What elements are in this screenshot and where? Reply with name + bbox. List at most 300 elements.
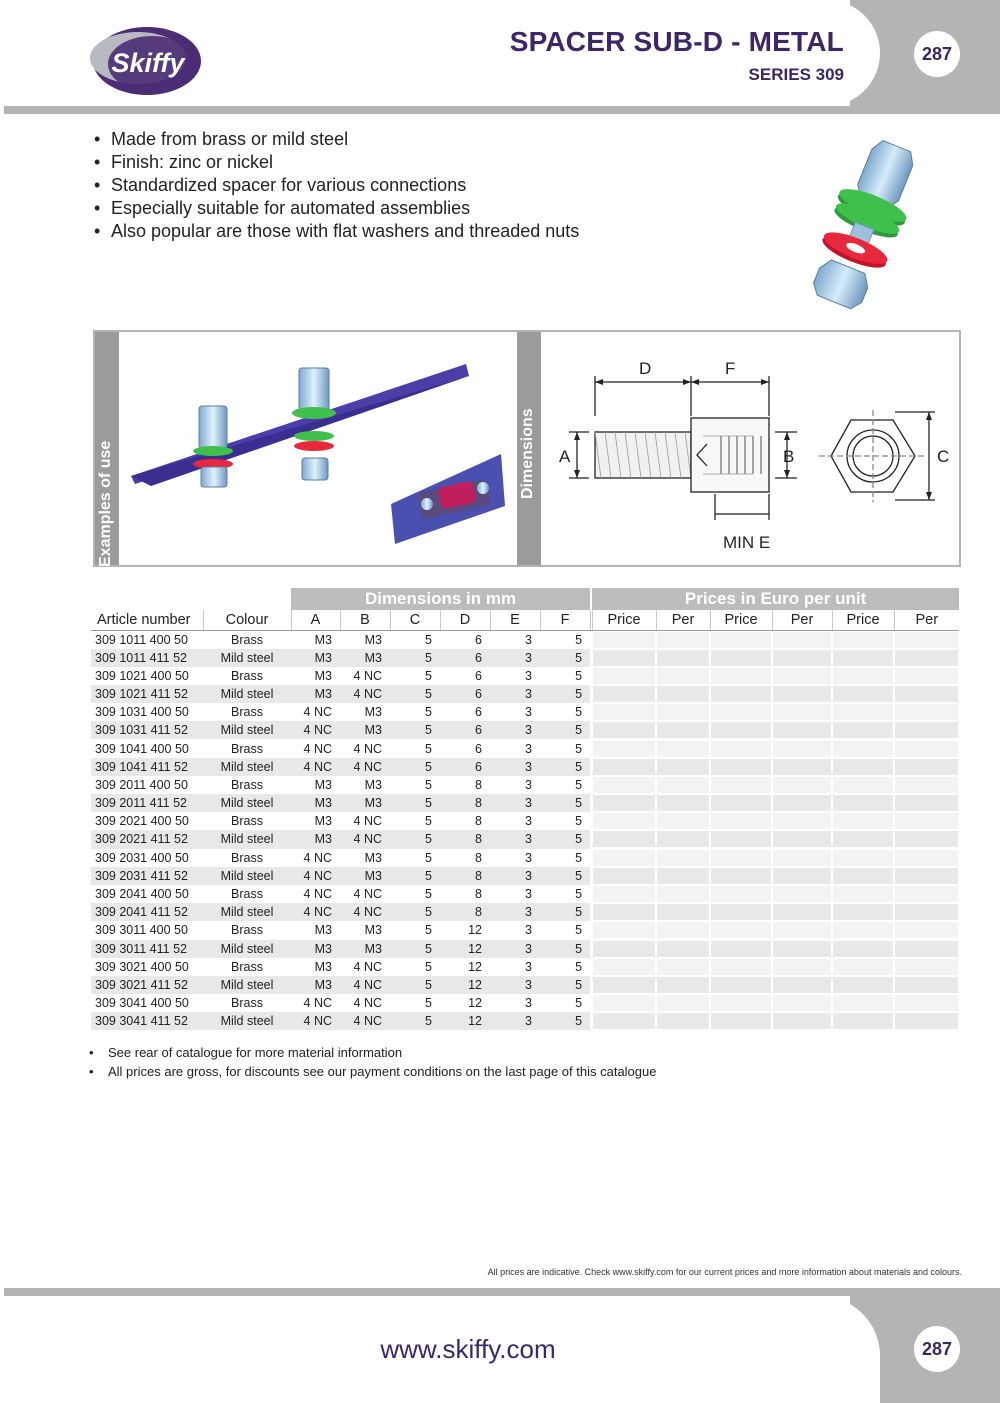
cell-price-empty <box>710 885 772 903</box>
col-e: E <box>490 610 540 630</box>
cell-c: 5 <box>390 1012 440 1030</box>
page-title: SPACER SUB-D - METAL <box>509 26 844 57</box>
cell-price-empty <box>710 1012 772 1030</box>
cell-b: 4 NC <box>340 830 390 848</box>
spec-table <box>91 588 959 1030</box>
table-row <box>91 830 959 848</box>
col-price-2: Price <box>710 610 772 630</box>
cell-price-empty <box>656 776 710 794</box>
cell-price-empty <box>772 703 832 721</box>
table-row <box>91 867 959 885</box>
cell-article-number: 309 2041 411 52 <box>91 903 203 921</box>
col-colour: Colour <box>203 610 291 630</box>
cell-c: 5 <box>425 923 432 938</box>
cell-b: 4 NC <box>340 1012 390 1030</box>
col-article-number: Article number <box>91 610 203 630</box>
table-row <box>91 630 959 649</box>
cell-c: 5 <box>425 632 432 647</box>
cell-article-number: 309 2041 400 50 <box>95 887 189 902</box>
cell-a: M3 <box>291 830 340 848</box>
logo-wordmark: Skiffy <box>111 48 185 78</box>
cell-price-empty <box>772 721 832 739</box>
cell-e: 3 <box>525 996 532 1011</box>
cell-price-empty <box>894 794 959 812</box>
table-row <box>91 776 959 794</box>
cell-price-empty <box>710 649 772 667</box>
cell-e: 3 <box>525 814 532 829</box>
cell-price-empty <box>656 649 710 667</box>
cell-price-empty <box>656 685 710 703</box>
cell-e: 3 <box>490 685 540 703</box>
cell-price-empty <box>832 976 894 994</box>
cell-price-empty <box>832 649 894 667</box>
table-group-dimensions: Dimensions in mm <box>291 588 590 610</box>
cell-price-empty <box>592 812 656 830</box>
cell-price-empty <box>832 685 894 703</box>
cell-price-empty <box>710 849 772 867</box>
cell-price-empty <box>656 1012 710 1030</box>
cell-e: 3 <box>525 741 532 756</box>
cell-price-empty <box>710 867 772 885</box>
cell-c: 5 <box>390 794 440 812</box>
note-item: • All prices are gross, for discounts see our payment conditions on the last page of this catalogue <box>89 1062 656 1081</box>
cell-d: 8 <box>475 777 482 792</box>
cell-price-empty <box>592 1012 656 1030</box>
cell-d: 8 <box>475 850 482 865</box>
cell-colour: Mild steel <box>203 1012 291 1030</box>
cell-price-empty <box>772 758 832 776</box>
dim-label-d: D <box>639 359 652 378</box>
cell-a: M3 <box>314 814 332 829</box>
cell-price-empty <box>832 739 894 757</box>
cell-d: 6 <box>475 741 482 756</box>
cell-price-empty <box>832 794 894 812</box>
cell-e: 3 <box>525 887 532 902</box>
cell-a: M3 <box>291 649 340 667</box>
cell-article-number: 309 1011 411 52 <box>91 649 203 667</box>
cell-price-empty <box>832 940 894 958</box>
cell-price-empty <box>832 830 894 848</box>
cell-price-empty <box>656 976 710 994</box>
cell-price-empty <box>710 721 772 739</box>
cell-d: 8 <box>440 867 490 885</box>
cell-a: 4 NC <box>303 996 332 1011</box>
table-row <box>91 758 959 776</box>
cell-b: 4 NC <box>353 887 382 902</box>
cell-f: 5 <box>540 976 590 994</box>
cell-colour: Mild steel <box>203 867 291 885</box>
cell-article-number: 309 1041 411 52 <box>91 758 203 776</box>
cell-price-empty <box>832 703 894 721</box>
table-row <box>91 649 959 667</box>
cell-price-empty <box>832 721 894 739</box>
cell-price-empty <box>832 903 894 921</box>
dim-label-min-e: MIN E <box>723 533 771 552</box>
cell-d: 8 <box>440 830 490 848</box>
cell-price-empty <box>592 667 656 685</box>
cell-b: 4 NC <box>340 685 390 703</box>
cell-d: 6 <box>475 705 482 720</box>
cell-price-empty <box>656 630 710 649</box>
skiffy-logo <box>90 22 205 100</box>
cell-d: 12 <box>440 1012 490 1030</box>
cell-d: 12 <box>468 923 482 938</box>
table-column-headers <box>91 610 959 630</box>
cell-f: 5 <box>575 632 583 647</box>
cell-colour: Brass <box>231 777 263 792</box>
cell-d: 6 <box>475 668 482 683</box>
cell-price-empty <box>772 649 832 667</box>
cell-price-empty <box>710 703 772 721</box>
cell-c: 5 <box>425 777 432 792</box>
cell-price-empty <box>772 940 832 958</box>
cell-price-empty <box>772 958 832 976</box>
cell-price-empty <box>772 739 832 757</box>
cell-f: 5 <box>575 887 583 902</box>
cell-price-empty <box>772 885 832 903</box>
cell-b: 4 NC <box>353 959 382 974</box>
cell-colour: Brass <box>231 959 263 974</box>
cell-b: M3 <box>364 632 382 647</box>
cell-price-empty <box>710 667 772 685</box>
cell-f: 5 <box>540 830 590 848</box>
cell-price-empty <box>656 758 710 776</box>
cell-price-empty <box>772 903 832 921</box>
cell-colour: Mild steel <box>203 685 291 703</box>
dim-label-f: F <box>725 359 736 378</box>
cell-price-empty <box>710 994 772 1012</box>
cell-f: 5 <box>540 903 590 921</box>
cell-price-empty <box>710 958 772 976</box>
cell-price-empty <box>894 667 959 685</box>
cell-price-empty <box>592 703 656 721</box>
table-row <box>91 685 959 703</box>
cell-d: 12 <box>468 996 482 1011</box>
cell-c: 5 <box>425 705 432 720</box>
cell-article-number: 309 2011 400 50 <box>95 777 188 792</box>
cell-article-number: 309 2031 411 52 <box>91 867 203 885</box>
cell-b: 4 NC <box>353 996 382 1011</box>
table-row <box>91 812 959 830</box>
cell-c: 5 <box>390 867 440 885</box>
cell-b: 4 NC <box>353 814 382 829</box>
cell-article-number: 309 3011 400 50 <box>95 923 188 938</box>
cell-price-empty <box>772 976 832 994</box>
cell-a: M3 <box>314 777 332 792</box>
cell-b: M3 <box>364 850 382 865</box>
cell-price-empty <box>894 830 959 848</box>
table-body <box>91 630 959 1030</box>
cell-a: M3 <box>314 668 332 683</box>
cell-b: 4 NC <box>340 903 390 921</box>
cell-price-empty <box>894 739 959 757</box>
cell-d: 8 <box>475 814 482 829</box>
cell-price-empty <box>894 867 959 885</box>
table-row <box>91 794 959 812</box>
feature-item: • Made from brass or mild steel <box>94 128 579 151</box>
cell-a: 4 NC <box>291 758 340 776</box>
cell-price-empty <box>894 1012 959 1030</box>
cell-d: 12 <box>468 959 482 974</box>
cell-e: 3 <box>490 649 540 667</box>
cell-a: 4 NC <box>291 867 340 885</box>
table-row <box>91 885 959 903</box>
cell-e: 3 <box>525 923 532 938</box>
cell-d: 6 <box>475 632 482 647</box>
cell-b: 4 NC <box>340 758 390 776</box>
cell-price-empty <box>656 667 710 685</box>
cell-f: 5 <box>575 996 583 1011</box>
table-row <box>91 721 959 739</box>
cell-price-empty <box>592 685 656 703</box>
cell-c: 5 <box>390 940 440 958</box>
cell-price-empty <box>592 994 656 1012</box>
cell-price-empty <box>772 867 832 885</box>
cell-price-empty <box>832 867 894 885</box>
col-a: A <box>291 610 340 630</box>
feature-list <box>94 128 579 243</box>
cell-price-empty <box>894 721 959 739</box>
cell-colour: Mild steel <box>203 758 291 776</box>
cell-c: 5 <box>425 959 432 974</box>
cell-price-empty <box>592 903 656 921</box>
spacer-product-image <box>775 130 955 320</box>
cell-a: M3 <box>291 685 340 703</box>
feature-item: • Also popular are those with flat washers and threaded nuts <box>94 220 579 243</box>
note-item: • See rear of catalogue for more material information <box>89 1043 656 1062</box>
footer-website-link[interactable]: www.skiffy.com <box>380 1334 556 1364</box>
cell-d: 8 <box>440 903 490 921</box>
cell-c: 5 <box>425 887 432 902</box>
cell-price-empty <box>656 921 710 939</box>
cell-price-empty <box>894 994 959 1012</box>
cell-f: 5 <box>540 794 590 812</box>
cell-b: M3 <box>364 705 382 720</box>
cell-b: M3 <box>340 721 390 739</box>
cell-price-empty <box>656 940 710 958</box>
cell-price-empty <box>656 994 710 1012</box>
cell-price-empty <box>832 958 894 976</box>
cell-price-empty <box>592 830 656 848</box>
cell-f: 5 <box>540 758 590 776</box>
cell-price-empty <box>832 667 894 685</box>
cell-e: 3 <box>490 867 540 885</box>
cell-d: 6 <box>440 685 490 703</box>
cell-price-empty <box>710 776 772 794</box>
cell-price-empty <box>710 830 772 848</box>
cell-price-empty <box>592 630 656 649</box>
table-row <box>91 903 959 921</box>
cell-f: 5 <box>540 1012 590 1030</box>
cell-e: 3 <box>525 632 532 647</box>
cell-price-empty <box>656 721 710 739</box>
cell-price-empty <box>832 921 894 939</box>
cell-c: 5 <box>425 814 432 829</box>
table-group-prices: Prices in Euro per unit <box>592 588 959 610</box>
cell-article-number: 309 1011 400 50 <box>95 632 188 647</box>
cell-b: M3 <box>364 777 382 792</box>
feature-item: • Especially suitable for automated assemblies <box>94 197 579 220</box>
cell-price-empty <box>592 849 656 867</box>
cell-price-empty <box>894 703 959 721</box>
cell-b: 4 NC <box>353 668 382 683</box>
table-row <box>91 994 959 1012</box>
cell-price-empty <box>894 976 959 994</box>
cell-b: M3 <box>340 794 390 812</box>
col-price-1: Price <box>592 610 656 630</box>
cell-colour: Brass <box>231 668 263 683</box>
cell-price-empty <box>772 921 832 939</box>
table-row <box>91 667 959 685</box>
cell-price-empty <box>894 649 959 667</box>
cell-colour: Mild steel <box>203 649 291 667</box>
cell-article-number: 309 3041 411 52 <box>91 1012 203 1030</box>
cell-c: 5 <box>390 903 440 921</box>
cell-d: 6 <box>440 721 490 739</box>
cell-colour: Mild steel <box>203 903 291 921</box>
cell-price-empty <box>656 849 710 867</box>
col-c: C <box>390 610 440 630</box>
cell-price-empty <box>710 630 772 649</box>
cell-c: 5 <box>425 996 432 1011</box>
series-subtitle: SERIES 309 <box>748 65 844 84</box>
cell-price-empty <box>894 849 959 867</box>
cell-price-empty <box>656 867 710 885</box>
cell-e: 3 <box>525 850 532 865</box>
cell-e: 3 <box>525 668 532 683</box>
cell-price-empty <box>656 739 710 757</box>
cell-b: 4 NC <box>353 741 382 756</box>
cell-c: 5 <box>390 758 440 776</box>
images-panel <box>93 330 961 567</box>
cell-price-empty <box>710 685 772 703</box>
dimensions-label: Dimensions <box>519 408 536 499</box>
cell-price-empty <box>592 976 656 994</box>
examples-of-use-label: Examples of use <box>97 440 114 567</box>
cell-b: M3 <box>340 649 390 667</box>
cell-a: 4 NC <box>303 705 332 720</box>
dim-label-c: C <box>937 447 950 466</box>
dimensions-diagram <box>543 336 959 562</box>
dimensions-label-bar <box>517 332 541 565</box>
cell-c: 5 <box>425 741 432 756</box>
cell-f: 5 <box>540 685 590 703</box>
cell-d: 12 <box>440 976 490 994</box>
cell-a: 4 NC <box>291 721 340 739</box>
cell-a: M3 <box>291 794 340 812</box>
cell-colour: Mild steel <box>203 976 291 994</box>
cell-colour: Mild steel <box>203 940 291 958</box>
col-f: F <box>540 610 590 630</box>
cell-price-empty <box>894 630 959 649</box>
cell-d: 12 <box>440 940 490 958</box>
cell-price-empty <box>832 994 894 1012</box>
cell-price-empty <box>710 903 772 921</box>
cell-a: M3 <box>314 632 332 647</box>
cell-price-empty <box>894 940 959 958</box>
cell-colour: Brass <box>231 996 263 1011</box>
dim-label-a: A <box>559 447 571 466</box>
cell-e: 3 <box>525 959 532 974</box>
cell-price-empty <box>656 794 710 812</box>
feature-item: • Standardized spacer for various connections <box>94 174 579 197</box>
cell-price-empty <box>894 903 959 921</box>
cell-a: 4 NC <box>303 850 332 865</box>
cell-price-empty <box>772 830 832 848</box>
cell-colour: Brass <box>231 850 263 865</box>
cell-price-empty <box>710 794 772 812</box>
cell-e: 3 <box>490 940 540 958</box>
col-price-3: Price <box>832 610 894 630</box>
cell-colour: Mild steel <box>203 830 291 848</box>
cell-price-empty <box>656 885 710 903</box>
table-row <box>91 921 959 939</box>
table-row <box>91 958 959 976</box>
cell-f: 5 <box>575 668 583 683</box>
cell-article-number: 309 2021 400 50 <box>95 814 189 829</box>
cell-price-empty <box>772 630 832 649</box>
cell-price-empty <box>592 758 656 776</box>
cell-c: 5 <box>390 721 440 739</box>
spec-table-wrapper <box>91 588 959 1030</box>
cell-price-empty <box>772 994 832 1012</box>
cell-e: 3 <box>490 794 540 812</box>
table-row <box>91 703 959 721</box>
examples-of-use-illustration <box>121 336 515 562</box>
col-per-3: Per <box>894 610 959 630</box>
cell-f: 5 <box>575 850 583 865</box>
cell-f: 5 <box>575 923 583 938</box>
cell-price-empty <box>592 776 656 794</box>
cell-f: 5 <box>575 959 583 974</box>
cell-d: 6 <box>440 649 490 667</box>
cell-price-empty <box>772 667 832 685</box>
examples-of-use-label-bar <box>95 332 119 565</box>
page-number-badge: 287 <box>914 31 960 77</box>
col-per-1: Per <box>656 610 710 630</box>
cell-price-empty <box>592 885 656 903</box>
cell-article-number: 309 1031 400 50 <box>95 705 189 720</box>
cell-price-empty <box>592 649 656 667</box>
cell-colour: Mild steel <box>203 721 291 739</box>
cell-price-empty <box>894 958 959 976</box>
cell-d: 6 <box>440 758 490 776</box>
cell-f: 5 <box>540 649 590 667</box>
cell-article-number: 309 2031 400 50 <box>95 850 189 865</box>
cell-price-empty <box>772 812 832 830</box>
cell-b: 4 NC <box>340 976 390 994</box>
col-b: B <box>340 610 390 630</box>
table-row <box>91 849 959 867</box>
cell-price-empty <box>832 885 894 903</box>
cell-price-empty <box>710 921 772 939</box>
cell-e: 3 <box>490 976 540 994</box>
cell-a: 4 NC <box>303 741 332 756</box>
cell-c: 5 <box>390 649 440 667</box>
col-d: D <box>440 610 490 630</box>
cell-price-empty <box>894 776 959 794</box>
cell-price-empty <box>656 903 710 921</box>
cell-price-empty <box>894 685 959 703</box>
cell-c: 5 <box>390 685 440 703</box>
cell-f: 5 <box>540 867 590 885</box>
cell-d: 8 <box>440 794 490 812</box>
footer-page-number-badge: 287 <box>914 1326 960 1372</box>
cell-colour: Brass <box>231 705 263 720</box>
cell-price-empty <box>592 940 656 958</box>
cell-price-empty <box>592 958 656 976</box>
cell-e: 3 <box>490 721 540 739</box>
